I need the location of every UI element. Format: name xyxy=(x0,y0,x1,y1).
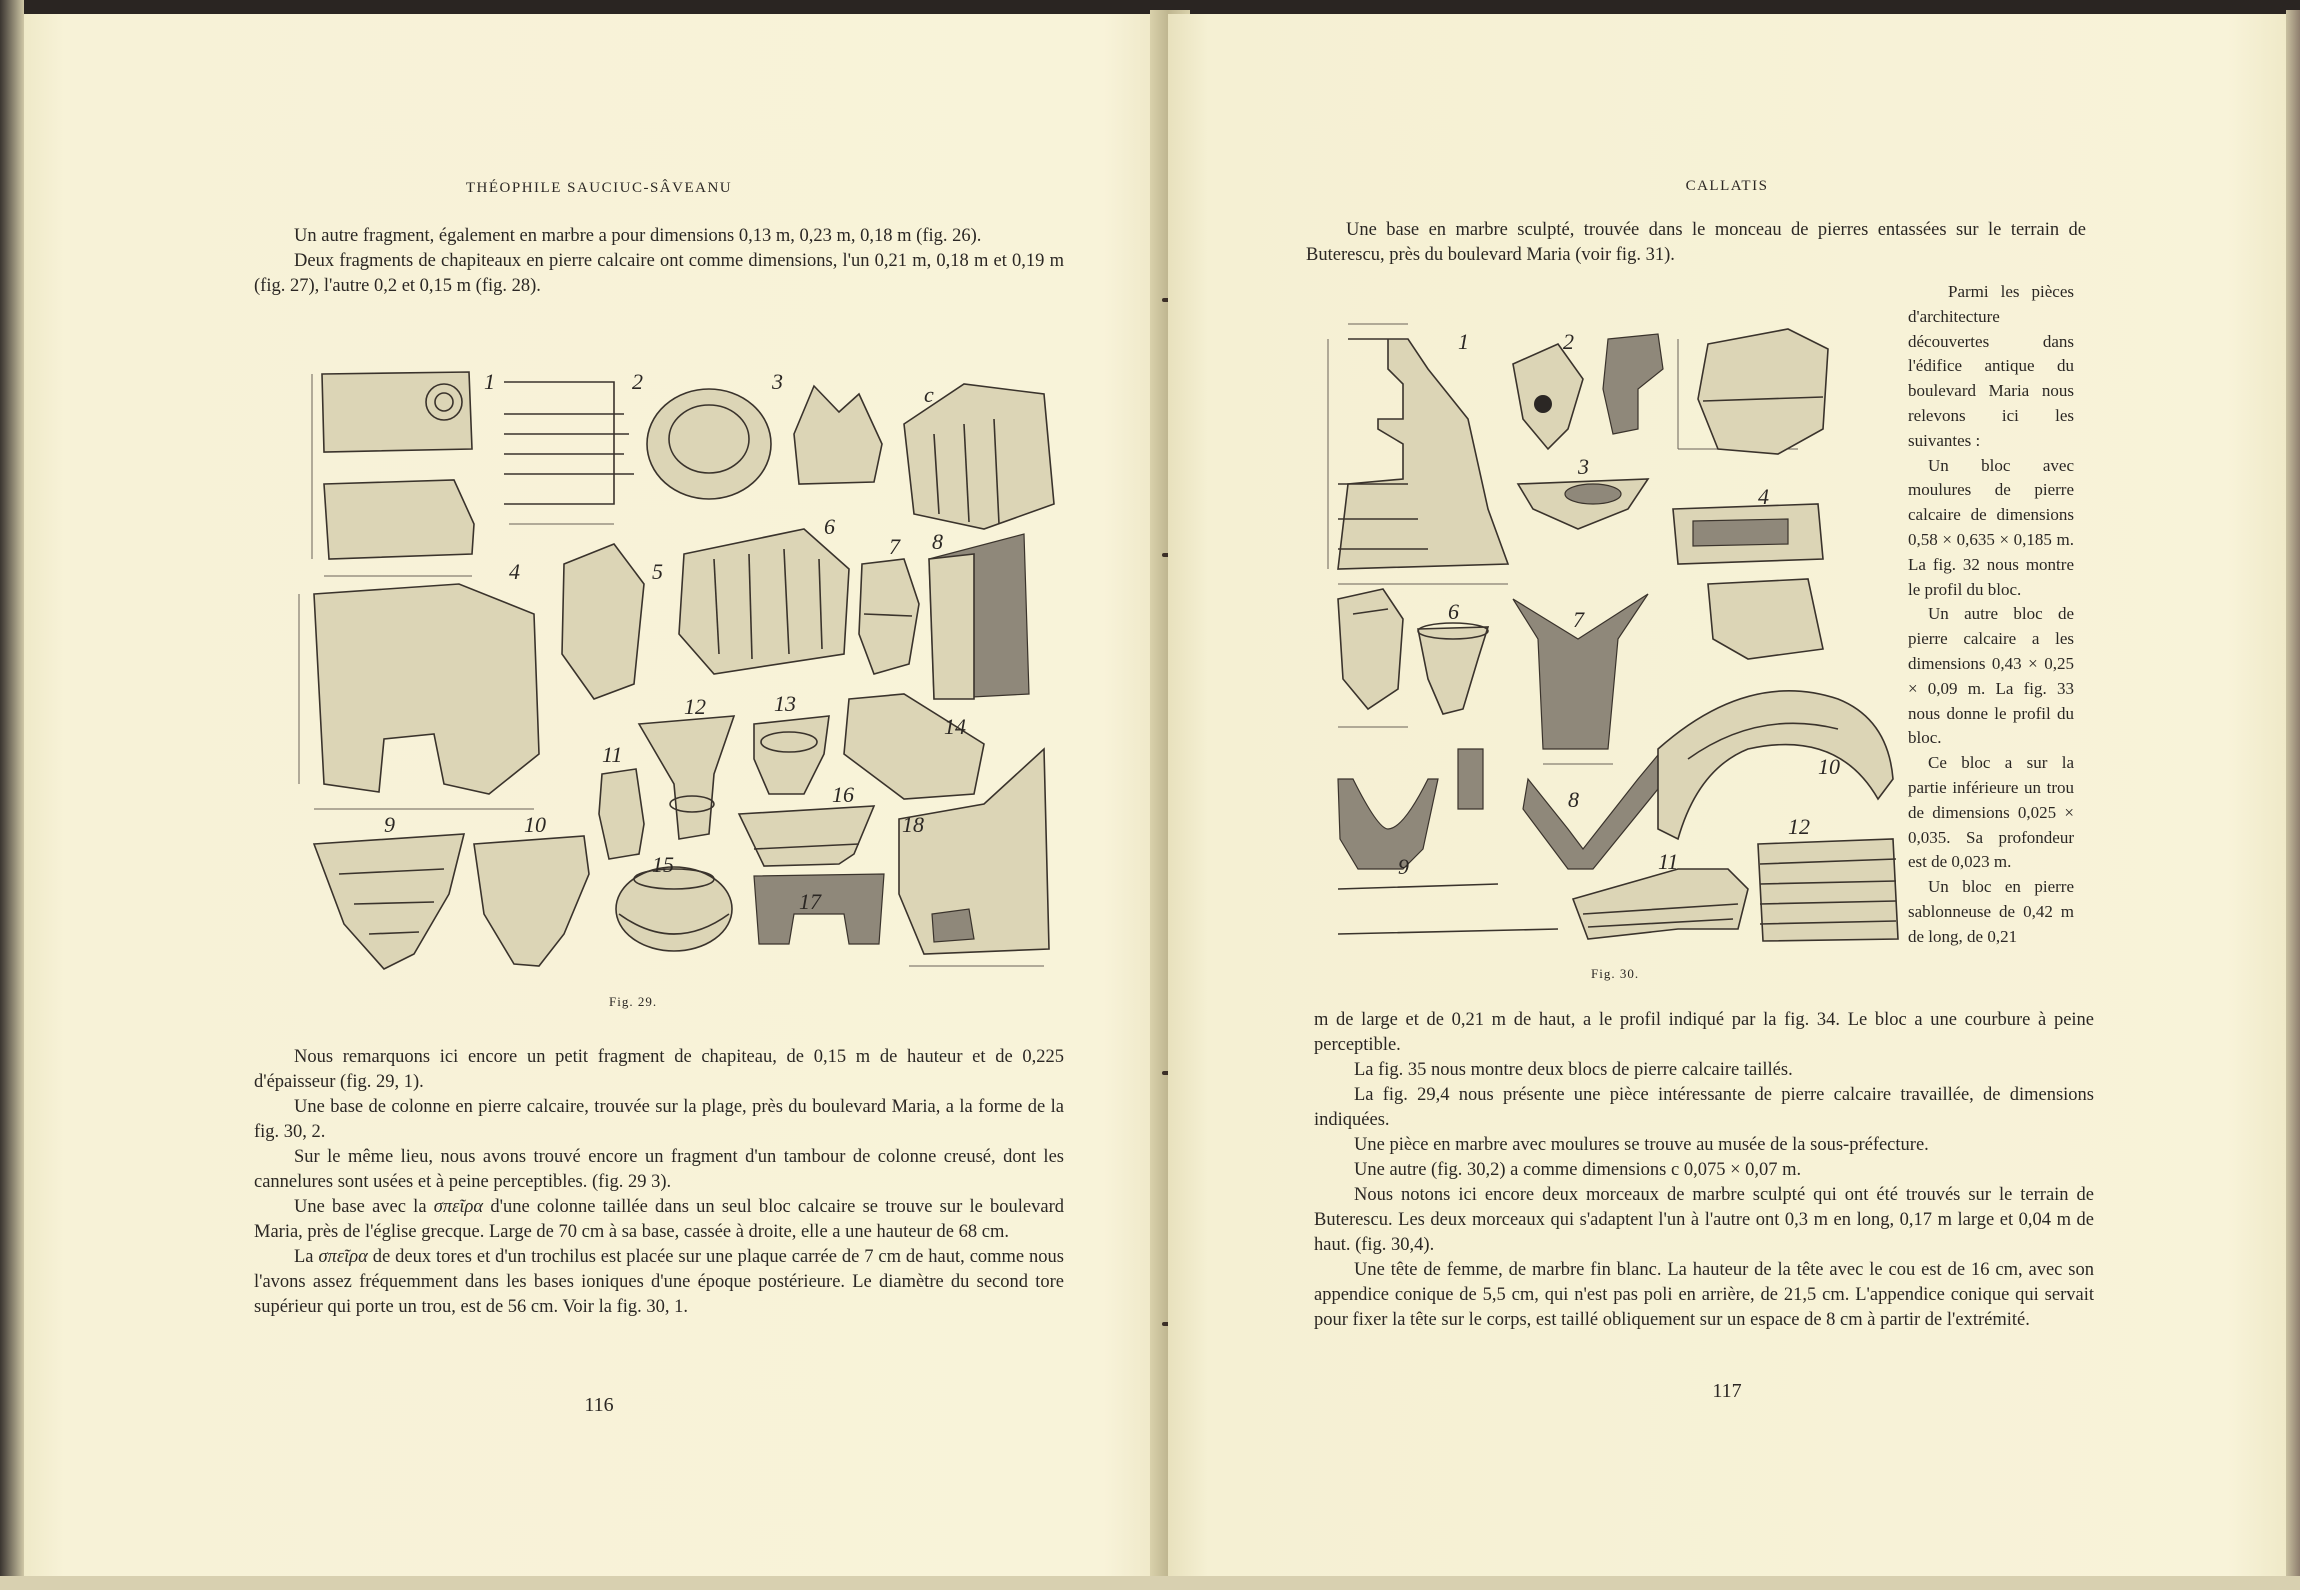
fig29-item-14 xyxy=(844,694,984,799)
fig30-label-11: 11 xyxy=(1658,849,1679,874)
fig29-label-15: 15 xyxy=(652,852,674,877)
paragraph: Une pièce en marbre avec moulures se trouve au musée de la sous-préfecture. xyxy=(1354,1135,1929,1155)
fig29-item-16 xyxy=(739,806,874,866)
fig29-item-9 xyxy=(314,834,464,969)
paragraph: La σπεῖρα de deux tores et d'un trochilus est placée sur une plaque carrée de 7 cm de haut, comme nous l'avons assez fréquemment dans les bases ioniques d'une époque postérieure. Le diamètre du second tore supérieur qui porte un trou, est de 56 cm. Voir la fig. 30, 1. xyxy=(254,1247,1065,1317)
fig29-item-15 xyxy=(616,867,732,951)
fig29-label-6: 6 xyxy=(824,514,835,539)
figure-30-caption: Fig. 30. xyxy=(1591,966,1640,981)
fig29-label-7: 7 xyxy=(889,534,900,559)
figure-29-caption: Fig. 29. xyxy=(609,994,658,1009)
paragraph: Une base avec la σπεῖρα d'une colonne taillée dans un seul bloc calcaire se trouve sur le boulevard Maria, près de l'église grecque. Large de 70 cm à sa base, cassée à droite, elle a une hauteur de 68 cm. xyxy=(254,1197,1064,1242)
left-bottom-text xyxy=(254,1045,1064,1320)
page-number-right: 117 xyxy=(1712,1380,1742,1402)
fig29-label-9: 9 xyxy=(384,812,395,837)
fig30-item-10 xyxy=(1658,691,1893,839)
fig29-label-3: 3 xyxy=(772,369,783,394)
fig29-item-7 xyxy=(859,559,919,674)
fig30-label-4: 4 xyxy=(1758,484,1769,509)
paragraph: Un autre bloc de pierre calcaire a les dimensions 0,43 × 0,25 × 0,09 m. La fig. 33 nous donne le profil du bloc. xyxy=(1908,604,2074,748)
fig30-item-3 xyxy=(1518,479,1648,529)
paragraph: Une autre (fig. 30,2) a comme dimensions c 0,075 × 0,07 m. xyxy=(1354,1160,1802,1180)
paragraph: Deux fragments de chapiteaux en pierre calcaire ont comme dimensions, l'un 0,21 m, 0,18 m et 0,19 m (fig. 27), l'autre 0,2 et 0,15 m (fig. 28). xyxy=(254,251,1064,296)
right-side-text xyxy=(1908,280,2074,950)
running-head-left: THÉOPHILE SAUCIUC-SÂVEANU xyxy=(465,180,733,196)
paragraph: Sur le même lieu, nous avons trouvé encore un fragment d'un tambour de colonne creusé, dont les cannelures sont usées et à peine perceptibles. (fig. 29 3). xyxy=(254,1147,1064,1192)
fig30-item-12 xyxy=(1758,839,1898,941)
left-top-text xyxy=(254,224,1064,299)
greek-word: σπεῖρα xyxy=(318,1247,368,1267)
fig29-item-8 xyxy=(929,534,1029,699)
fig29-label-2: 2 xyxy=(632,369,643,394)
figure-29-illustration xyxy=(284,354,1064,974)
fig30-item-5 xyxy=(1338,589,1408,727)
fig30-label-1: 1 xyxy=(1458,329,1469,354)
paragraph: Une tête de femme, de marbre fin blanc. La hauteur de la tête avec le cou est de 16 cm, avec son appendice conique de 5,5 cm, qui n'est pas poli en arrière, de 21,5 cm. L'appendice conique qui servait pour fixer la tête sur le corps, est taillé obliquement sur un espace de 8 cm à partir de l'extrémité. xyxy=(1314,1260,2094,1330)
book-edge-left xyxy=(0,0,24,1590)
fig29-label-4: 4 xyxy=(509,559,520,584)
right-top-text xyxy=(1306,218,2086,268)
fig30-item-block-top-right xyxy=(1698,329,1828,454)
paragraph: Un bloc avec moulures de pierre calcaire de dimensions 0,58 × 0,635 × 0,185 m. La fig. 32 nous montre le profil du bloc. xyxy=(1908,455,2074,599)
paragraph: Nous notons ici encore deux morceaux de marbre sculpté qui ont été trouvés sur le terrain de Buterescu. Les deux morceaux qui s'adaptent l'un à l'autre ont 0,3 m en long, 0,17 m large et 0,04 m de haut. (fig. 30,4). xyxy=(1314,1185,2094,1255)
fig30-item-4 xyxy=(1673,504,1823,659)
book-edge-right xyxy=(2286,10,2300,1590)
fig29-item-3 xyxy=(647,386,882,499)
right-page xyxy=(1168,14,2286,1576)
fig29-label-5: 5 xyxy=(652,559,663,584)
fig30-item-8 xyxy=(1523,749,1663,869)
fig29-label-8: 8 xyxy=(932,529,943,554)
paragraph: Un autre fragment, également en marbre a pour dimensions 0,13 m, 0,23 m, 0,18 m (fig. 26). xyxy=(294,226,982,246)
fig30-label-9: 9 xyxy=(1398,854,1409,879)
greek-word: σπεῖρα xyxy=(433,1197,484,1217)
fig30-label-12: 12 xyxy=(1788,814,1810,839)
fig29-item-10 xyxy=(474,836,589,966)
fig29-item-12 xyxy=(639,716,734,839)
fig30-label-2: 2 xyxy=(1563,329,1574,354)
fig29-label-16: 16 xyxy=(832,782,854,807)
fig30-label-3: 3 xyxy=(1578,454,1589,479)
right-bottom-text xyxy=(1314,1008,2094,1333)
paragraph: m de large et de 0,21 m de haut, a le profil indiqué par la fig. 34. Le bloc a une courbure à peine perceptible. xyxy=(1314,1010,2094,1055)
paragraph: Un bloc en pierre sablonneuse de 0,42 m de long, de 0,21 xyxy=(1908,877,2074,946)
fig29-label-17: 17 xyxy=(799,889,821,914)
fig30-item-2 xyxy=(1513,344,1583,449)
paragraph: Nous remarquons ici encore un petit fragment de chapiteau, de 0,15 m de hauteur et de 0,225 d'épaisseur (fig. 29, 1). xyxy=(254,1047,1064,1092)
fig30-item-6 xyxy=(1418,623,1488,714)
fig29-item-13 xyxy=(754,716,829,794)
fig29-label-10: 10 xyxy=(524,812,546,837)
running-head-right: CALLATIS xyxy=(1685,178,1769,194)
fig29-item-6 xyxy=(679,529,849,674)
fig29-label-12: 12 xyxy=(684,694,706,719)
paragraph: Ce bloc a sur la partie inférieure un trou de dimensions 0,025 × 0,035. Sa profondeur est de 0,023 m. xyxy=(1908,753,2074,872)
page-number-left: 116 xyxy=(584,1394,614,1416)
fig29-label-13: 13 xyxy=(774,691,796,716)
fig30-label-10: 10 xyxy=(1818,754,1840,779)
paragraph: La fig. 29,4 nous présente une pièce intéressante de pierre calcaire travaillée, de dimensions indiquées. xyxy=(1314,1085,2094,1130)
fig30-item-1 xyxy=(1328,324,1508,584)
fig29-item-5 xyxy=(562,544,644,699)
paragraph: Une base en marbre sculpté, trouvée dans le monceau de pierres entassées sur le terrain de Buterescu, près du boulevard Maria (voir fig. 31). xyxy=(1306,220,2086,265)
fig29-label-11: 11 xyxy=(602,742,623,767)
fig29-label-14: 14 xyxy=(944,714,966,739)
fig29-label-c: c xyxy=(924,382,934,407)
fig29-label-1: 1 xyxy=(484,369,495,394)
fig30-item-9 xyxy=(1338,749,1558,934)
paragraph: Une base de colonne en pierre calcaire, trouvée sur la plage, près du boulevard Maria, a la forme de la fig. 30, 2. xyxy=(254,1097,1064,1142)
left-page xyxy=(24,14,1174,1576)
book-edge-bottom xyxy=(0,1576,2300,1590)
fig29-item-4 xyxy=(299,584,539,809)
fig29-item-1 xyxy=(312,372,474,576)
fig30-label-7: 7 xyxy=(1573,607,1584,632)
fig30-label-6: 6 xyxy=(1448,599,1459,624)
fig29-label-18: 18 xyxy=(902,812,924,837)
fig30-item-11 xyxy=(1573,869,1748,939)
paragraph: La fig. 35 nous montre deux blocs de pierre calcaire taillés. xyxy=(1354,1060,1793,1080)
fig29-item-2 xyxy=(504,382,634,524)
fig29-item-11 xyxy=(599,769,644,859)
fig30-label-8: 8 xyxy=(1568,787,1579,812)
paragraph: Parmi les pièces d'architecture découvertes dans l'édifice antique du boulevard Maria nous relevons ici les suivantes : xyxy=(1908,282,2074,450)
